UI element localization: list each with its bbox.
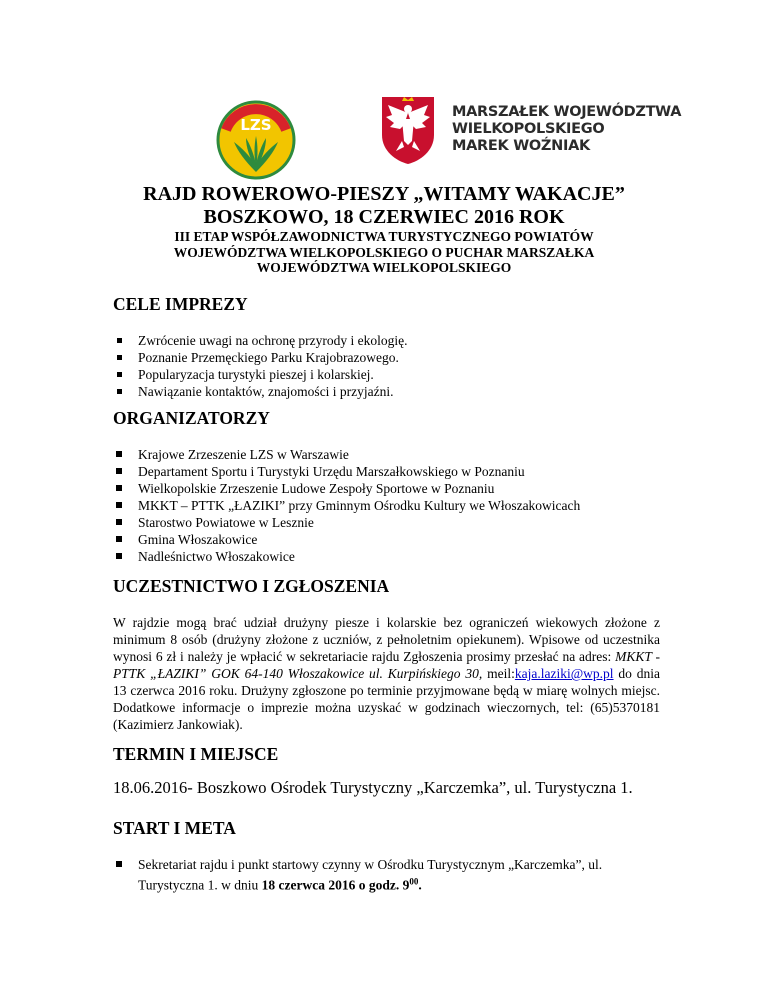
start-time-minutes: 00 (409, 876, 419, 886)
list-item-text: Popularyzacja turystyki pieszej i kolarskiej. (138, 367, 374, 382)
list-item (113, 332, 408, 349)
list-item-text: Zwrócenie uwagi na ochronę przyrody i ekologię. (138, 333, 408, 348)
lzs-logo (216, 100, 296, 180)
marshal-logo-text (452, 104, 682, 155)
document-title-line-1: RAJD ROWEROWO-PIESZY „WITAMY WAKACJE” (143, 183, 625, 205)
subtitle-line-2: WOJEWÓDZTWA WIELKOPOLSKIEGO O PUCHAR MARSZAŁKA (173, 244, 595, 260)
bullet-icon (116, 861, 122, 867)
list-item-text: Nadleśnictwo Włoszakowice (138, 549, 295, 564)
list-item (113, 463, 580, 480)
list-item-text: Departament Sportu i Turystyki Urzędu Marszałkowskiego w Poznaniu (138, 464, 525, 479)
marshal-line-2: WIELKOPOLSKIEGO (452, 121, 605, 137)
section-heading-termin: TERMIN I MIEJSCE (113, 744, 279, 764)
bullet-icon (116, 519, 122, 525)
list-item-text: Nawiązanie kontaktów, znajomości i przyjaźni. (138, 384, 394, 399)
list-item (113, 497, 580, 514)
marshal-line-3: MAREK WOŹNIAK (452, 138, 590, 154)
list-item (113, 856, 658, 894)
bullet-icon (116, 485, 122, 491)
section-heading-organizatorzy: ORGANIZATORZY (113, 408, 270, 428)
subtitle-line-1: III ETAP WSPÓŁZAWODNICTWA TURYSTYCZNEGO POWIATÓW (174, 229, 594, 244)
list-item-text: Wielkopolskie Zrzeszenie Ludowe Zespoły Sportowe w Poznaniu (138, 481, 495, 496)
list-item-text: Sekretariat rajdu i punkt startowy czynny w Ośrodku Turystycznym „Karczemka”, ul. Turystyczna 1. w dniu (138, 857, 603, 893)
list-item (113, 514, 580, 531)
paragraph-text-end: do dnia 13 czerwca 2016 roku. Drużyny zgłoszone po terminie przyjmowane będą w miarę wolnych miejsc. Dodatkowe informacje o imprezie można uzyskać w godzinach wieczornych, tel: (65)5370181 (Kazimierz Jankowiak). (113, 666, 661, 732)
list-item (113, 349, 408, 366)
marshal-line-1: MARSZAŁEK WOJEWÓDZTWA (452, 104, 682, 120)
lzs-logo-text: LZS (240, 116, 272, 134)
organizatorzy-list (113, 446, 580, 565)
bullet-icon (117, 372, 122, 377)
start-list (113, 856, 658, 894)
eagle-coat-of-arms-icon (380, 95, 436, 165)
list-item-text: MKKT – PTTK „ŁAZIKI” przy Gminnym Ośrodku Kultury we Włoszakowicach (138, 498, 581, 513)
list-item-text: Gmina Włoszakowice (138, 532, 258, 547)
bullet-icon (116, 553, 122, 559)
bullet-icon (116, 536, 122, 542)
start-item-end: . (418, 877, 422, 893)
bullet-icon (116, 451, 122, 457)
termin-text: 18.06.2016- Boszkowo Ośrodek Turystyczny „Karczemka”, ul. Turystyczna 1. (113, 778, 633, 797)
cele-list (113, 332, 408, 400)
list-item-text: Poznanie Przemęckiego Parku Krajobrazowego. (138, 350, 399, 365)
list-item (113, 446, 580, 463)
email-label: meil: (482, 666, 515, 681)
list-item (113, 480, 580, 497)
bullet-icon (116, 468, 122, 474)
email-link[interactable]: kaja.laziki@wp.pl (514, 666, 614, 681)
list-item (113, 383, 408, 400)
section-heading-cele: CELE IMPREZY (113, 294, 248, 314)
bullet-icon (117, 338, 122, 343)
list-item (113, 548, 580, 565)
subtitle-line-3: WOJEWÓDZTWA WIELKOPOLSKIEGO (256, 260, 512, 275)
bullet-icon (117, 389, 122, 394)
uczestnictwo-paragraph (113, 614, 660, 733)
list-item-text: Krajowe Zrzeszenie LZS w Warszawie (138, 447, 349, 462)
organizer-address: MKKT - PTTK „ŁAZIKI” GOK 64-140 Włoszakowice ul. Kurpińskiego 30, (113, 649, 660, 681)
paragraph-text: W rajdzie mogą brać udział drużyny piesze i kolarskie bez ograniczeń wiekowych złożone z minimum 8 osób (drużyny złożone z uczniów, z pełnoletnim opiekunem). Wpisowe od uczestnika wynosi 6 zł i należy je wpłacić w sekretariacie rajdu Zgłoszenia prosimy przesłać na adres: (113, 615, 660, 664)
list-item-text: Starostwo Powiatowe w Lesznie (138, 515, 314, 530)
list-item (113, 366, 408, 383)
section-heading-uczestnictwo: UCZESTNICTWO I ZGŁOSZENIA (113, 576, 390, 596)
document-title-line-2: BOSZKOWO, 18 CZERWIEC 2016 ROK (203, 206, 565, 228)
document-subtitle (0, 229, 768, 276)
section-heading-start: START I META (113, 818, 236, 838)
list-item (113, 531, 580, 548)
start-date-time: 18 czerwca 2016 o godz. 9 (261, 877, 410, 893)
bullet-icon (117, 355, 122, 360)
bullet-icon (116, 502, 122, 508)
